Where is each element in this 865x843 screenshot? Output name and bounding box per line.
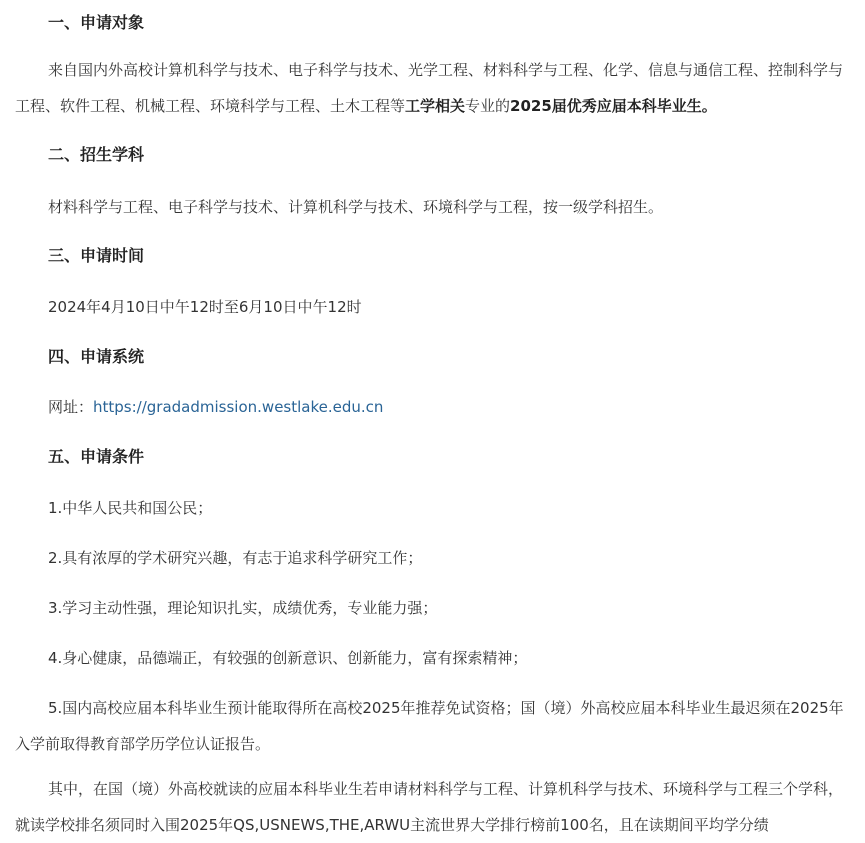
application-system-link[interactable]: https://gradadmission.westlake.edu.cn: [93, 398, 384, 416]
section-heading-conditions: 五、申请条件: [48, 447, 145, 466]
section-paragraph-disciplines: 材料科学与工程、电子科学与技术、计算机科学与技术、环境科学与工程，按一级学科招生。: [48, 198, 664, 216]
applicants-bold-engineering: 工学相关: [405, 97, 466, 115]
applicants-bold-graduates: 2025届优秀应届本科毕业生。: [510, 97, 717, 115]
section-paragraph-system: [15, 396, 865, 418]
condition-item: 1.中华人民共和国公民；: [48, 499, 213, 517]
section-heading-system: 四、申请系统: [48, 347, 145, 366]
condition-item: 3.学习主动性强，理论知识扎实，成绩优秀，专业能力强；: [48, 599, 438, 617]
section-heading-disciplines: 二、招生学科: [48, 145, 145, 164]
section-paragraph-applicants: [15, 52, 855, 124]
url-label: 网址：: [48, 398, 94, 416]
section-heading-applicants: 一、申请对象: [48, 13, 145, 32]
section-heading-time: 三、申请时间: [48, 246, 145, 265]
condition-note: 其中，在国（境）外高校就读的应届本科毕业生若申请材料科学与工程、计算机科学与技术、环境科学与工程三个学科，就读学校排名须同时入围2025年QS,USNEWS,THE,ARWU主流世界大学排行榜前100名，且在读期间平均学分绩: [15, 780, 844, 834]
condition-item: 2.具有浓厚的学术研究兴趣，有志于追求科学研究工作；: [48, 549, 423, 567]
condition-item: 5.国内高校应届本科毕业生预计能取得所在高校2025年推荐免试资格；国（境）外高校应届本科毕业生最迟须在2025年入学前取得教育部学历学位认证报告。: [15, 699, 844, 753]
section-paragraph-time: 2024年4月10日中午12时至6月10日中午12时: [48, 298, 362, 316]
applicants-text-1: 来自国内外高校计算机科学与技术、电子科学与技术、光学工程、材料科学与工程、化学、信息与通信工程、控制科学与工程、软件工程、机械工程、环境科学与工程、土木工程等: [15, 61, 844, 115]
applicants-text-2: 专业的: [465, 97, 511, 115]
condition-item: 4.身心健康，品德端正，有较强的创新意识、创新能力，富有探索精神；: [48, 649, 528, 667]
